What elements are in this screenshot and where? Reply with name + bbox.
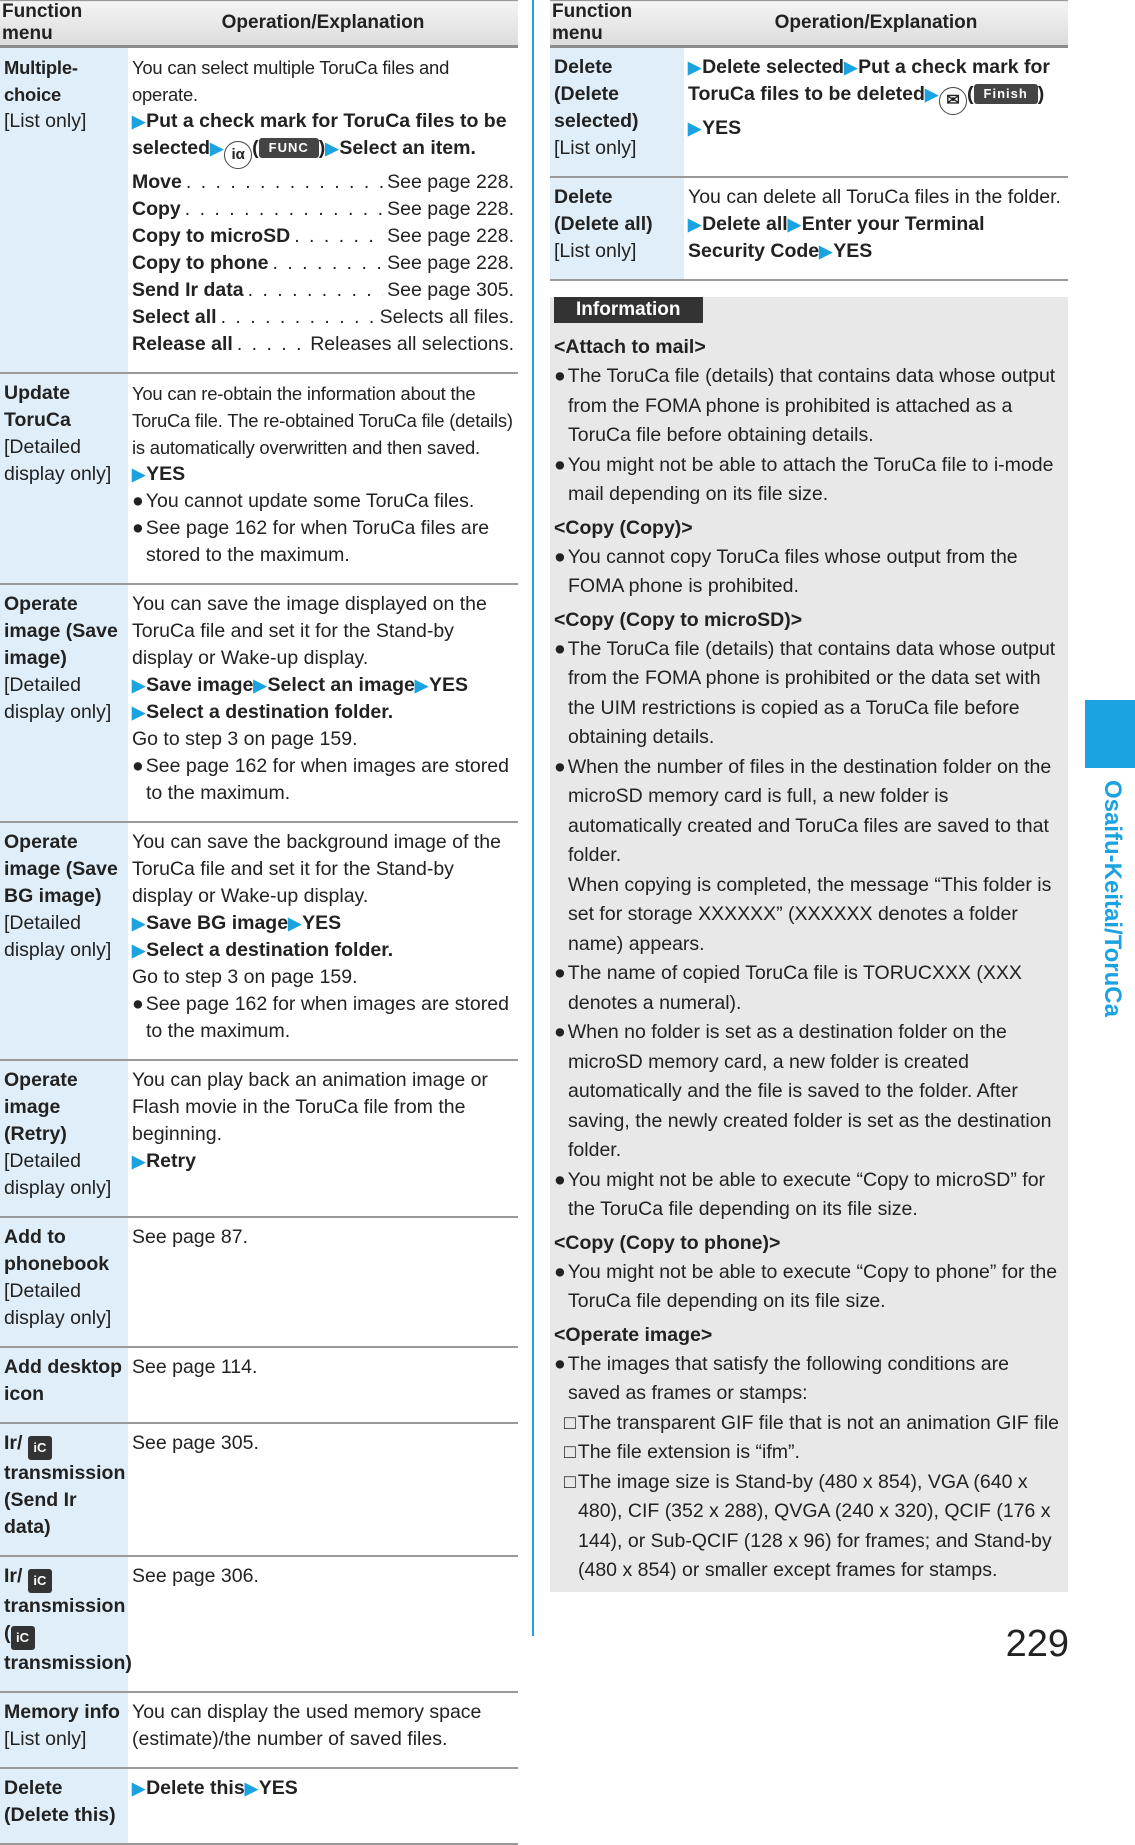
op-cell	[128, 1347, 518, 1423]
fn-sub: [List only]	[4, 1728, 87, 1750]
column-divider	[532, 0, 534, 1636]
fn-cell	[0, 47, 128, 374]
func-softkey-icon: FUNC	[259, 138, 319, 158]
fn-sub: [List only]	[554, 240, 637, 262]
op-cell	[684, 47, 1068, 178]
item-label: Select all	[132, 306, 217, 328]
step-text: Retry	[146, 1150, 196, 1172]
op-text: See page 87.	[132, 1226, 249, 1248]
arrow-icon: ▶	[132, 703, 146, 722]
leader-dots	[185, 196, 383, 223]
info-bullet	[554, 635, 1060, 753]
item-value: See page 228.	[387, 252, 514, 274]
leader-dots	[237, 331, 306, 358]
fn-cell	[550, 47, 684, 178]
table-row	[550, 47, 1068, 178]
op-cell	[128, 1768, 518, 1844]
op-steps	[132, 1148, 514, 1175]
fn-cell	[0, 1423, 128, 1556]
fn-title: Operate image (Save image)	[4, 593, 118, 669]
info-text: The images that satisfy the following conditions are saved as frames or stamps:	[567, 1352, 1009, 1404]
bullet-icon: ●	[554, 1021, 566, 1043]
op-steps: ▶Put a check mark for ToruCa files to be selected▶ iα ( FUNC )▶Select an item.	[132, 108, 514, 169]
info-bullet	[554, 1350, 1060, 1409]
info-bullet	[554, 753, 1060, 871]
list-item	[132, 277, 514, 304]
square-icon: □	[564, 1470, 576, 1493]
op-text: See page 305.	[132, 1432, 259, 1454]
info-text: You might not be able to attach the ToruCa file to i-mode mail depending on its file size.	[567, 453, 1054, 505]
bullet-icon: ●	[554, 637, 566, 660]
info-text: The ToruCa file (details) that contains data whose output from the FOMA phone is prohibited or the data set with the UIM restrictions is copied as a ToruCa file before obtaining details.	[567, 637, 1056, 748]
bullet-icon: ●	[554, 1260, 566, 1283]
arrow-icon: ▶	[288, 914, 302, 933]
page-number: 229	[1005, 1623, 1069, 1665]
item-value: Selects all files.	[379, 306, 514, 328]
op-text: You can save the image displayed on the ToruCa file and set it for the Stand-by display or Wake-up display.	[132, 593, 487, 669]
op-text: You can re-obtain the information about the ToruCa file. The re-obtained ToruCa file (details) is automatically overwritten and then saved.	[132, 383, 513, 458]
op-text: See page 114.	[132, 1356, 258, 1378]
info-heading: <Operate image>	[554, 1323, 713, 1346]
left-column	[0, 0, 518, 1845]
op-cell	[128, 584, 518, 822]
info-heading: <Attach to mail>	[554, 336, 706, 358]
bullet-icon: ●	[132, 490, 144, 512]
op-text: See page 306.	[132, 1565, 259, 1587]
fn-title: Delete (Delete selected)	[554, 56, 639, 132]
info-text: You might not be able to execute “Copy to phone” for the ToruCa file depending on its file size.	[567, 1260, 1058, 1312]
op-steps	[132, 699, 514, 726]
table-header	[550, 1, 1068, 47]
bullet-item	[132, 753, 514, 807]
info-bullet	[554, 1258, 1060, 1317]
fn-cell	[0, 1768, 128, 1844]
bullet-icon: ●	[554, 365, 566, 387]
square-icon: □	[564, 1441, 576, 1463]
item-label: Copy to microSD	[132, 225, 291, 247]
op-steps	[688, 115, 1064, 142]
arrow-icon: ▶	[132, 941, 146, 960]
bullet-icon: ●	[554, 1168, 566, 1191]
table-row	[0, 1217, 518, 1347]
step-text: YES	[702, 117, 742, 139]
fn-title-part: transmission (Send Ir data)	[4, 1462, 126, 1538]
section-tab	[1085, 700, 1135, 768]
step-text: Select a destination folder.	[146, 701, 394, 723]
list-item	[132, 196, 514, 223]
information-title: Information	[554, 297, 703, 323]
list-item	[132, 304, 514, 331]
fn-title-part: Ir/	[4, 1565, 23, 1587]
info-text: You might not be able to execute “Copy to microSD” for the ToruCa file depending on its file size.	[567, 1168, 1046, 1220]
step-text: Save image	[146, 674, 254, 696]
arrow-icon: ▶	[787, 215, 801, 234]
info-text: The name of copied ToruCa file is TORUCXXX (XXX denotes a numeral).	[567, 962, 1022, 1014]
info-text: The transparent GIF file that is not an animation GIF file	[577, 1411, 1060, 1434]
step-text: Enter your Terminal Security Code	[688, 213, 985, 262]
item-label: Send Ir data	[132, 279, 244, 301]
step-text: Put a check mark for ToruCa files to be deleted	[688, 56, 1050, 105]
i-appli-key-icon: iα	[224, 141, 252, 169]
op-cell	[128, 1692, 518, 1768]
op-steps	[132, 937, 514, 964]
list-item	[132, 331, 514, 358]
info-text: The file extension is “ifm”.	[577, 1441, 800, 1463]
info-subitem	[554, 1468, 1060, 1586]
info-bullet	[554, 959, 1060, 1018]
leader-dots	[248, 277, 384, 304]
op-cell	[128, 1423, 518, 1556]
header-function-menu: Function menu	[0, 1, 128, 47]
ic-transmission-icon: iC	[11, 1626, 35, 1650]
bullet-icon: ●	[554, 1352, 566, 1375]
table-row	[0, 1692, 518, 1768]
arrow-icon: ▶	[414, 676, 428, 695]
fn-cell	[0, 1217, 128, 1347]
info-heading: <Copy (Copy to phone)>	[554, 1231, 781, 1254]
function-menu-table-right	[550, 0, 1068, 281]
op-text: You can delete all ToruCa files in the folder.	[688, 186, 1061, 208]
info-bullet	[554, 451, 1060, 510]
item-label: Release all	[132, 333, 233, 355]
bullet-item	[132, 488, 514, 515]
step-text: Select an item.	[339, 137, 476, 159]
fn-cell	[0, 822, 128, 1060]
info-bullet	[554, 1018, 1060, 1166]
fn-sub: [Detailed display only]	[4, 674, 112, 723]
op-cell	[128, 373, 518, 584]
table-row	[0, 584, 518, 822]
fn-title: Delete (Delete this)	[4, 1777, 116, 1826]
list-item	[132, 169, 514, 196]
arrow-icon: ▶	[132, 1779, 146, 1798]
fn-cell	[0, 373, 128, 584]
info-text: When no folder is set as a destination folder on the microSD memory card, a new folder is created automatically and the file is saved to the folder. After saving, the newly created folder is set as the destination folder.	[567, 1021, 1052, 1161]
bullet-item	[132, 515, 514, 569]
table-row	[0, 1423, 518, 1556]
step-text: Delete all	[702, 213, 788, 235]
finish-softkey-icon: Finish	[974, 84, 1038, 104]
fn-cell	[0, 584, 128, 822]
op-text: You can display the used memory space (estimate)/the number of saved files.	[132, 1701, 482, 1750]
table-row	[0, 1060, 518, 1217]
fn-title: Operate image (Save BG image)	[4, 831, 118, 907]
step-text: YES	[833, 240, 873, 262]
arrow-icon: ▶	[244, 1779, 258, 1798]
header-operation: Operation/Explanation	[128, 1, 518, 47]
item-value: See page 228.	[387, 171, 514, 193]
step-text: Delete this	[146, 1777, 245, 1799]
arrow-icon: ▶	[819, 242, 833, 261]
information-box	[550, 297, 1068, 1592]
arrow-icon: ▶	[844, 58, 858, 77]
step-text: YES	[146, 463, 186, 485]
step-text: YES	[302, 912, 342, 934]
fn-title: Multiple-choice	[4, 57, 78, 105]
item-value: Releases all selections.	[310, 333, 514, 355]
op-text: You can play back an animation image or Flash movie in the ToruCa file from the beginning.	[132, 1069, 488, 1145]
step-text: Put a check mark for ToruCa files to be selected	[132, 110, 507, 159]
fn-title-part: transmission	[4, 1595, 126, 1617]
square-icon: □	[564, 1411, 576, 1434]
info-text: When the number of files in the destination folder on the microSD memory card is full, a new folder is automatically created and ToruCa files are saved to that folder.	[567, 755, 1052, 866]
op-steps	[688, 211, 1064, 265]
arrow-icon: ▶	[132, 914, 146, 933]
info-text: The image size is Stand-by (480 x 854), VGA (640 x 480), CIF (352 x 288), QVGA (240 x 320), QCIF (176 x 144), or Sub-QCIF (128 x 96) for frames; and Stand-by (480 x 854) or smaller except frames for stamps.	[577, 1470, 1052, 1581]
op-steps	[132, 461, 514, 488]
table-header	[0, 1, 518, 47]
arrow-icon: ▶	[132, 676, 146, 695]
op-cell	[128, 822, 518, 1060]
bullet-icon: ●	[554, 545, 566, 568]
item-value: See page 228.	[387, 198, 514, 220]
table-row	[0, 1347, 518, 1423]
arrow-icon: ▶	[924, 85, 939, 104]
fn-cell	[0, 1060, 128, 1217]
arrow-icon: ▶	[132, 1152, 146, 1171]
arrow-icon: ▶	[688, 119, 702, 138]
table-row	[0, 47, 518, 374]
step-text: Delete selected	[702, 56, 845, 78]
bullet-icon: ●	[554, 755, 566, 778]
op-text: You can save the background image of the ToruCa file and set it for the Stand-by display or Wake-up display.	[132, 831, 501, 907]
ic-transmission-icon: iC	[28, 1569, 52, 1593]
fn-title: Delete (Delete all)	[554, 186, 653, 235]
bullet-text: You cannot update some ToruCa files.	[145, 490, 475, 512]
info-heading: <Copy (Copy to microSD)>	[554, 608, 803, 631]
op-steps	[132, 910, 514, 937]
fn-title	[4, 1563, 132, 1677]
step-text: YES	[428, 674, 468, 696]
step-text: Select a destination folder.	[146, 939, 394, 961]
info-subitem	[554, 1438, 1060, 1468]
info-text: You cannot copy ToruCa files whose output from the FOMA phone is prohibited.	[567, 545, 1018, 597]
list-item	[132, 250, 514, 277]
leader-dots	[186, 169, 383, 196]
leader-dots	[272, 250, 383, 277]
bullet-icon: ●	[132, 993, 144, 1015]
table-row	[0, 1768, 518, 1844]
info-text: When copying is completed, the message “This folder is set for storage XXXXXX” (XXXXXX denotes a folder name) appears.	[568, 873, 1052, 955]
list-item	[132, 223, 514, 250]
arrow-icon: ▶	[253, 676, 267, 695]
fn-sub: [Detailed display only]	[4, 912, 112, 961]
fn-title-part: Ir/	[4, 1432, 23, 1454]
step-text: YES	[258, 1777, 298, 1799]
op-cell	[684, 177, 1068, 280]
item-value: See page 228.	[387, 225, 514, 247]
function-menu-table-left	[0, 0, 518, 1845]
fn-title: Add desktop icon	[4, 1356, 123, 1405]
arrow-icon: ▶	[210, 139, 224, 158]
arrow-icon: ▶	[132, 465, 146, 484]
bullet-text: See page 162 for when images are stored to the maximum.	[145, 755, 509, 804]
op-steps	[132, 672, 514, 699]
fn-title	[4, 1430, 126, 1541]
fn-cell	[0, 1347, 128, 1423]
table-row	[550, 177, 1068, 280]
leader-dots	[221, 304, 376, 331]
mail-key-icon: ✉	[939, 87, 967, 115]
fn-cell	[0, 1692, 128, 1768]
leader-dots	[294, 223, 383, 250]
fn-title: Add to phonebook	[4, 1226, 110, 1275]
op-steps	[132, 1775, 514, 1802]
fn-sub: [Detailed display only]	[4, 1150, 112, 1199]
info-text: The ToruCa file (details) that contains data whose output from the FOMA phone is prohibited is attached as a ToruCa file before obtaining details.	[567, 365, 1056, 446]
op-cell	[128, 47, 518, 374]
op-text: Go to step 3 on page 159.	[132, 728, 358, 750]
bullet-icon: ●	[132, 517, 144, 539]
op-text: Go to step 3 on page 159.	[132, 966, 358, 988]
fn-sub: [Detailed display only]	[4, 1280, 112, 1329]
info-bullet	[554, 1166, 1060, 1225]
info-bullet	[554, 362, 1060, 451]
header-function-menu: Function menu	[550, 1, 684, 47]
info-bullet	[554, 543, 1060, 602]
arrow-icon: ▶	[325, 139, 339, 158]
item-label: Copy	[132, 198, 181, 220]
bullet-icon: ●	[132, 755, 144, 777]
bullet-item	[132, 991, 514, 1045]
bullet-text: See page 162 for when images are stored to the maximum.	[145, 993, 509, 1042]
fn-title-part: (	[4, 1622, 11, 1644]
item-value: See page 305.	[387, 279, 514, 301]
op-steps: ▶Delete selected▶Put a check mark for ToruCa files to be deleted▶ ✉ ( Finish )	[688, 54, 1064, 115]
arrow-icon: ▶	[132, 112, 146, 131]
fn-cell	[550, 177, 684, 280]
item-label: Move	[132, 171, 182, 193]
table-row	[0, 373, 518, 584]
right-column	[550, 0, 1068, 1592]
bullet-text: See page 162 for when ToruCa files are stored to the maximum.	[145, 517, 490, 566]
fn-title: Operate image (Retry)	[4, 1069, 78, 1145]
ic-transmission-icon: iC	[28, 1436, 52, 1460]
header-operation: Operation/Explanation	[684, 1, 1068, 47]
arrow-icon: ▶	[688, 58, 702, 77]
fn-sub: [List only]	[4, 110, 87, 132]
op-cell	[128, 1217, 518, 1347]
arrow-icon: ▶	[688, 215, 702, 234]
op-cell	[128, 1060, 518, 1217]
info-heading: <Copy (Copy)>	[554, 516, 693, 539]
item-label: Copy to phone	[132, 252, 269, 274]
bullet-icon: ●	[554, 962, 566, 984]
step-text: Select an image	[267, 674, 415, 696]
fn-sub: [Detailed display only]	[4, 436, 112, 485]
fn-sub: [List only]	[554, 137, 637, 159]
section-side-label: Osaifu-Keitai/ToruCa	[1099, 780, 1126, 1017]
table-row	[0, 822, 518, 1060]
fn-title: Update ToruCa	[4, 382, 71, 431]
step-text: Save BG image	[146, 912, 289, 934]
bullet-icon: ●	[554, 453, 566, 476]
fn-title: Memory info	[4, 1701, 120, 1723]
fn-title-part: transmission)	[4, 1652, 132, 1674]
info-subitem	[554, 1409, 1060, 1439]
op-text: You can select multiple ToruCa files and operate.	[132, 57, 450, 105]
